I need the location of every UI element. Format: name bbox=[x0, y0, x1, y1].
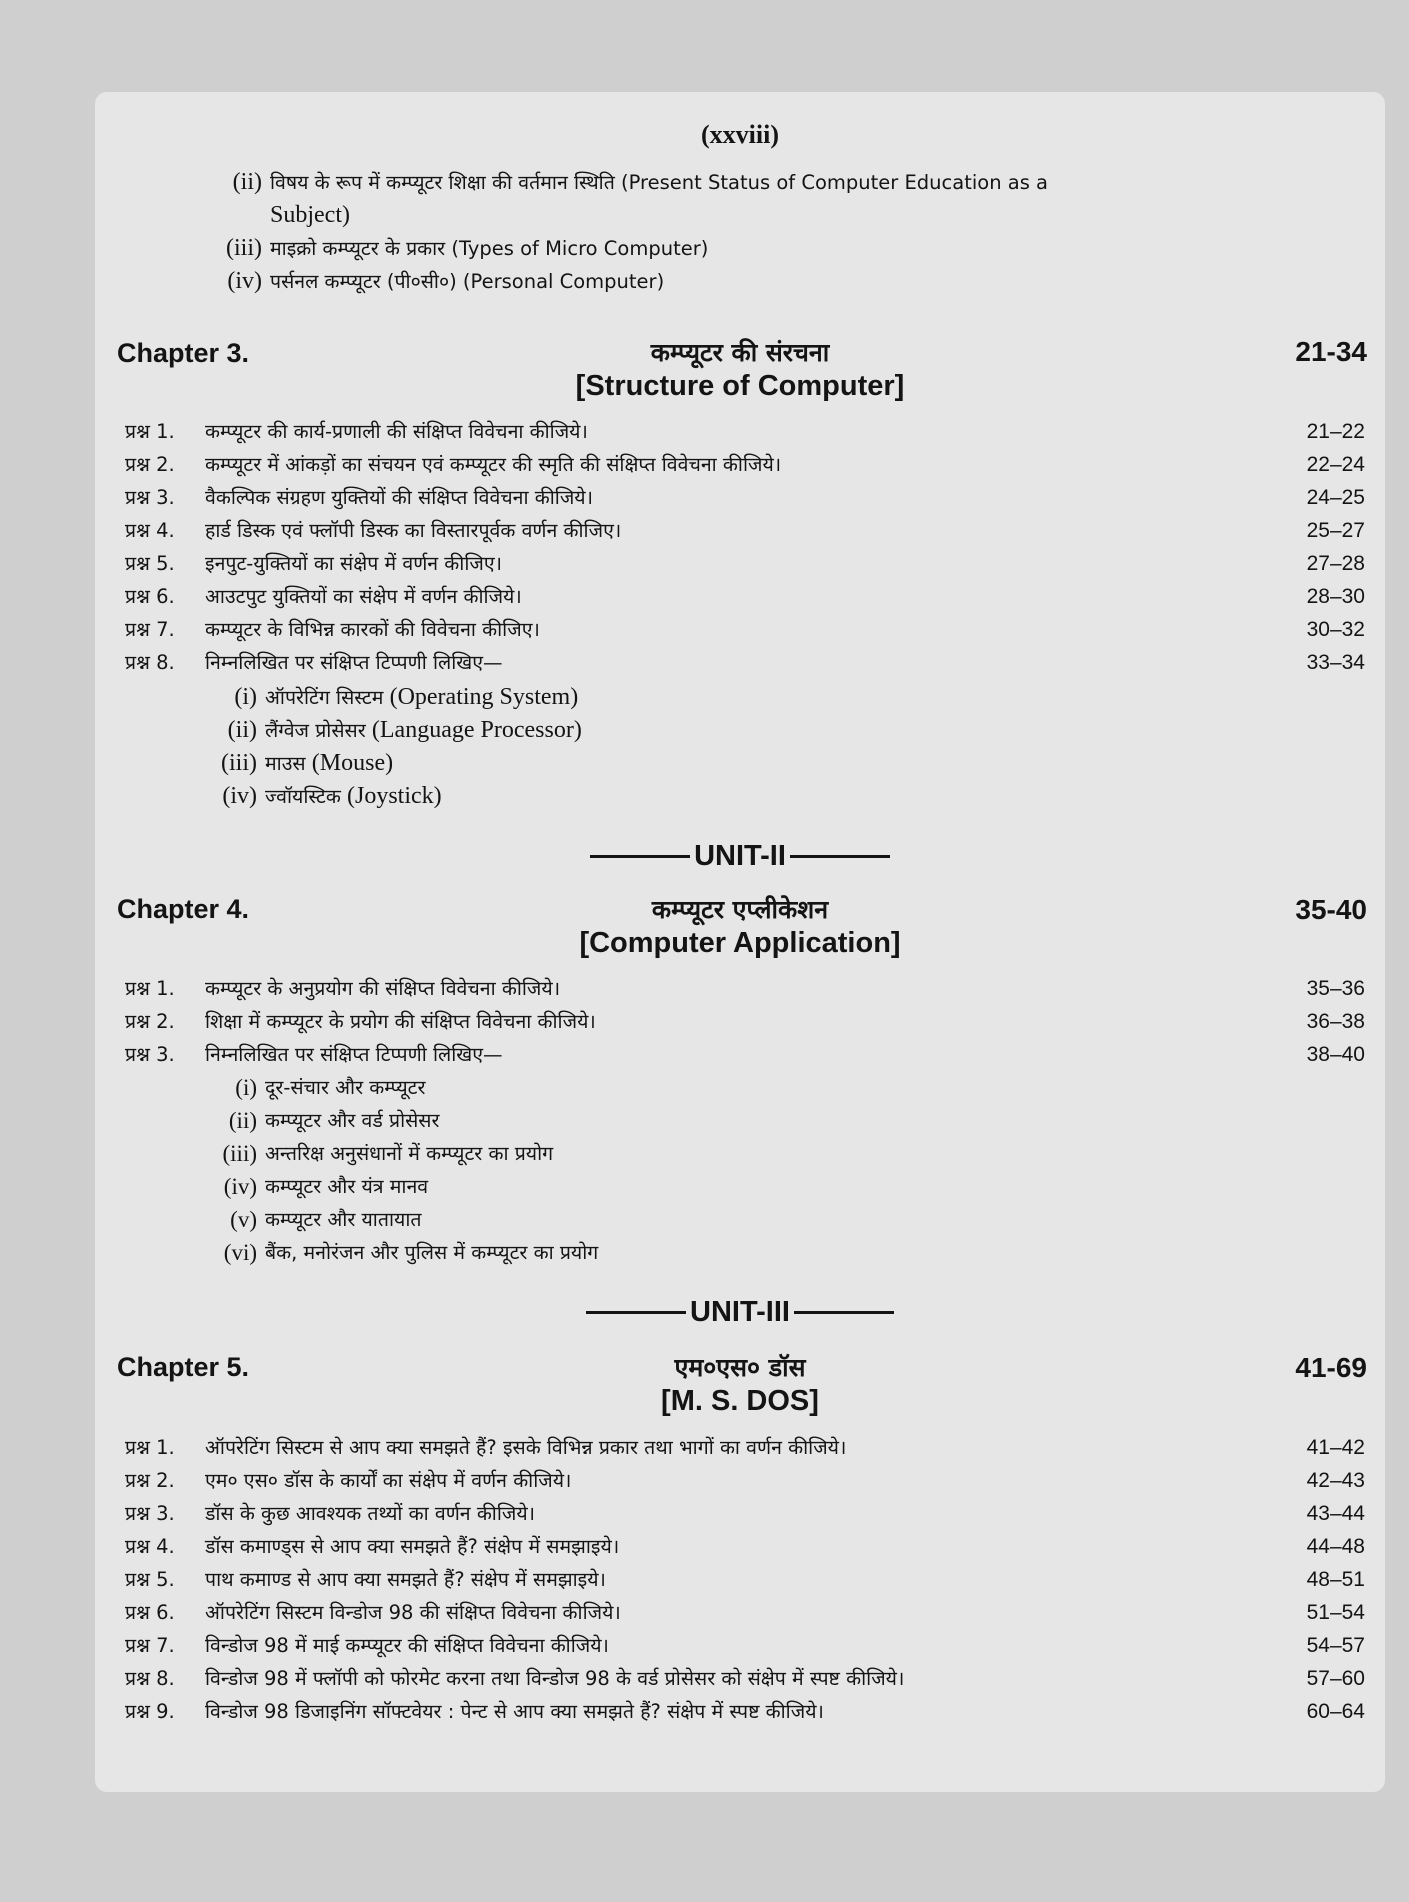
chapter-label: Chapter 4. bbox=[117, 894, 250, 924]
unit-heading: UNIT-III bbox=[95, 1296, 1385, 1329]
sub-item: (ii) कम्प्यूटर और वर्ड प्रोसेसर bbox=[228, 1108, 440, 1133]
sub-item: (vi) बैंक, मनोरंजन और पुलिस में कम्प्यूटर का प्रयोग bbox=[223, 1240, 599, 1265]
sub-item: (i) दूर-संचार और कम्प्यूटर bbox=[235, 1075, 426, 1100]
sub-item: (iii) माउस (Mouse) bbox=[221, 750, 394, 776]
sub-item: (iv) कम्प्यूटर और यंत्र मानव bbox=[223, 1174, 429, 1199]
intro-item: (iv) पर्सनल कम्प्यूटर (पी०सी०) (Personal Computer) bbox=[227, 268, 665, 294]
chapter-label: Chapter 5. bbox=[117, 1352, 250, 1382]
sub-item: (iv) ज्वॉयस्टिक (Joystick) bbox=[222, 783, 442, 809]
chapter-title: कम्प्यूटर की संरचना bbox=[650, 338, 830, 367]
book-page: (xxviii) (ii) विषय के रूप में कम्प्यूटर शिक्षा की वर्तमान स्थिति (Present Status of Computer Education as a Subject) (iii) माइक्रो कम्प्यूटर के प्रकार (Types of Micro Computer) (iv) पर्सनल कम्प्यूटर (पी०सी०) (Personal Computer) Chapter 3. कम्प्यूटर की संरचना [Structure of Computer] 21-34 प्रश्न 1. कम्प्यूटर की कार्य-प्रणाली की संक्षिप्त विवेचना कीजिये। 21–22 प्रश्न 2. कम्प्यूटर में आंकड़ों का संचयन एवं कम्प्यूटर की स्मृति की संक्षिप्त विवेचना कीजिये। 22–24 प्रश्न 3. वैकल्पिक संग्रहण युक्तियों की संक्षिप्त विवेचना कीजिये। 24–25 प्रश्न 4. हार्ड डिस्क एवं फ्लॉपी डिस्क का विस्तारपूर्वक वर्णन कीजिए। 25–27 प्रश्न 5. इनपुट-युक्तियों का संक्षेप में वर्णन कीजिए। 27–28 प्रश्न 6. आउटपुट युक्तियों का संक्षेप में वर्णन कीजिये। 28–30 प्रश्न 7. कम्प्यूटर के विभिन्न कारकों की विवेचना कीजिए। 30–32 प्रश्न 8. निम्नलिखित पर संक्षिप्त टिप्पणी लिखिए— 33–34 (i) ऑपरेटिंग सिस्टम (Operating System) (ii) लैंग्वेज प्रोसेसर (Language Processor) (iii) माउस (Mouse) (iv) ज्वॉयस्टिक (Joystick) UNIT-II Chapter 4. कम्प्यूटर एप्लीकेशन [Computer Application] 35-40 प्रश्न 1. कम्प्यूटर के अनुप्रयोग की संक्षिप्त विवेचना कीजिये। 35–36 प्रश्न 2. शिक्षा में कम्प्यूटर के प्रयोग की संक्षिप्त विवेचना कीजिये। 36–38 प्रश्न 3. निम्नलिखित पर संक्षिप्त टिप्पणी लिखिए— 38–40 (i) दूर-संचार और कम्प्यूटर (ii) कम्प्यूटर और वर्ड प्रोसेसर (iii) अन्तरिक्ष अनुसंधानों में कम्प्यूटर का प्रयोग (iv) कम्प्यूटर और यंत्र मानव (v) कम्प्यूटर और यातायात (vi) बैंक, मनोरंजन और पुलिस में कम्प्यूटर का प्रयोग UNIT-III Chapter 5. एम०एस० डॉस [M. S. DOS] 41-69 प्रश्न 1. ऑपरेटिंग सिस्टम से आप क्या समझते हैं? इसके विभिन्न प्रकार तथा भागों का वर्णन कीजिये। 41–42 प्रश्न 2. एम० एस० डॉस के कार्यों का संक्षेप में वर्णन कीजिये। 42–43 प्रश्न 3. डॉस के कुछ आवश्यक तथ्यों का वर्णन कीजिये। 43–44 प्रश्न 4. डॉस कमाण्ड्स से आप क्या समझते हैं? संक्षेप में समझाइये। 44–48 प्रश्न 5. पाथ कमाण्ड से आप क्या समझते हैं? संक्षेप में समझाइये। 48–51 प्रश्न 6. ऑपरेटिंग सिस्टम विन्डोज 98 की संक्षिप्त विवेचना कीजिये। 51–54 प्रश्न 7. विन्डोज 98 में माई कम्प्यूटर की संक्षिप्त विवेचना कीजिये। 54–57 प्रश्न 8. विन्डोज 98 में फ्लॉपी को फोरमेट करना तथा विन्डोज 98 के वर्ड प्रोसेसर को संक्षेप में स्पष्ट कीजिये। 57–60 प्रश्न 9. विन्डोज 98 डिजाइनिंग सॉफ्टवेयर : पेन्ट से आप क्या समझते हैं? संक्षेप में स्पष्ट कीजिये। 60–64 bbox=[95, 92, 1385, 1792]
chapter-label: Chapter 3. bbox=[117, 338, 250, 368]
unit-rule-right bbox=[790, 855, 890, 858]
intro-item-text: माइक्रो कम्प्यूटर के प्रकार (Types of Micro Computer) bbox=[270, 237, 709, 260]
unit-rule-right bbox=[794, 1311, 894, 1314]
page-number: (xxviii) bbox=[701, 120, 779, 149]
intro-item: (ii) विषय के रूप में कम्प्यूटर शिक्षा की वर्तमान स्थिति (Present Status of Computer Education as a bbox=[232, 169, 1049, 195]
sub-item: (i) ऑपरेटिंग सिस्टम (Operating System) bbox=[234, 684, 579, 710]
intro-item: (iii) माइक्रो कम्प्यूटर के प्रकार (Types of Micro Computer) bbox=[226, 235, 709, 261]
unit-rule-left bbox=[590, 855, 690, 858]
intro-item-cont: Subject) bbox=[270, 202, 350, 228]
intro-item-text: विषय के रूप में कम्प्यूटर शिक्षा की वर्तमान स्थिति (Present Status of Computer Education as a bbox=[270, 171, 1049, 194]
chapter-subtitle: [Structure of Computer] bbox=[575, 370, 905, 402]
intro-item-text: पर्सनल कम्प्यूटर (पी०सी०) (Personal Computer) bbox=[270, 270, 665, 293]
sub-item: (ii) लैंग्वेज प्रोसेसर (Language Processor) bbox=[227, 717, 582, 743]
chapter-title: एम०एस० डॉस bbox=[674, 1353, 806, 1382]
unit-rule-left bbox=[586, 1311, 686, 1314]
chapter-page-range: 41-69 bbox=[1295, 1352, 1367, 1383]
unit-heading: UNIT-II bbox=[95, 840, 1385, 873]
sub-item: (iii) अन्तरिक्ष अनुसंधानों में कम्प्यूटर का प्रयोग bbox=[222, 1141, 554, 1166]
chapter-page-range: 35-40 bbox=[1295, 894, 1367, 925]
sub-item: (v) कम्प्यूटर और यातायात bbox=[230, 1207, 422, 1232]
chapter-page-range: 21-34 bbox=[1295, 336, 1367, 367]
chapter-title: कम्प्यूटर एप्लीकेशन bbox=[651, 895, 829, 924]
chapter-subtitle: [M. S. DOS] bbox=[661, 1385, 819, 1417]
chapter-subtitle: [Computer Application] bbox=[579, 927, 901, 959]
